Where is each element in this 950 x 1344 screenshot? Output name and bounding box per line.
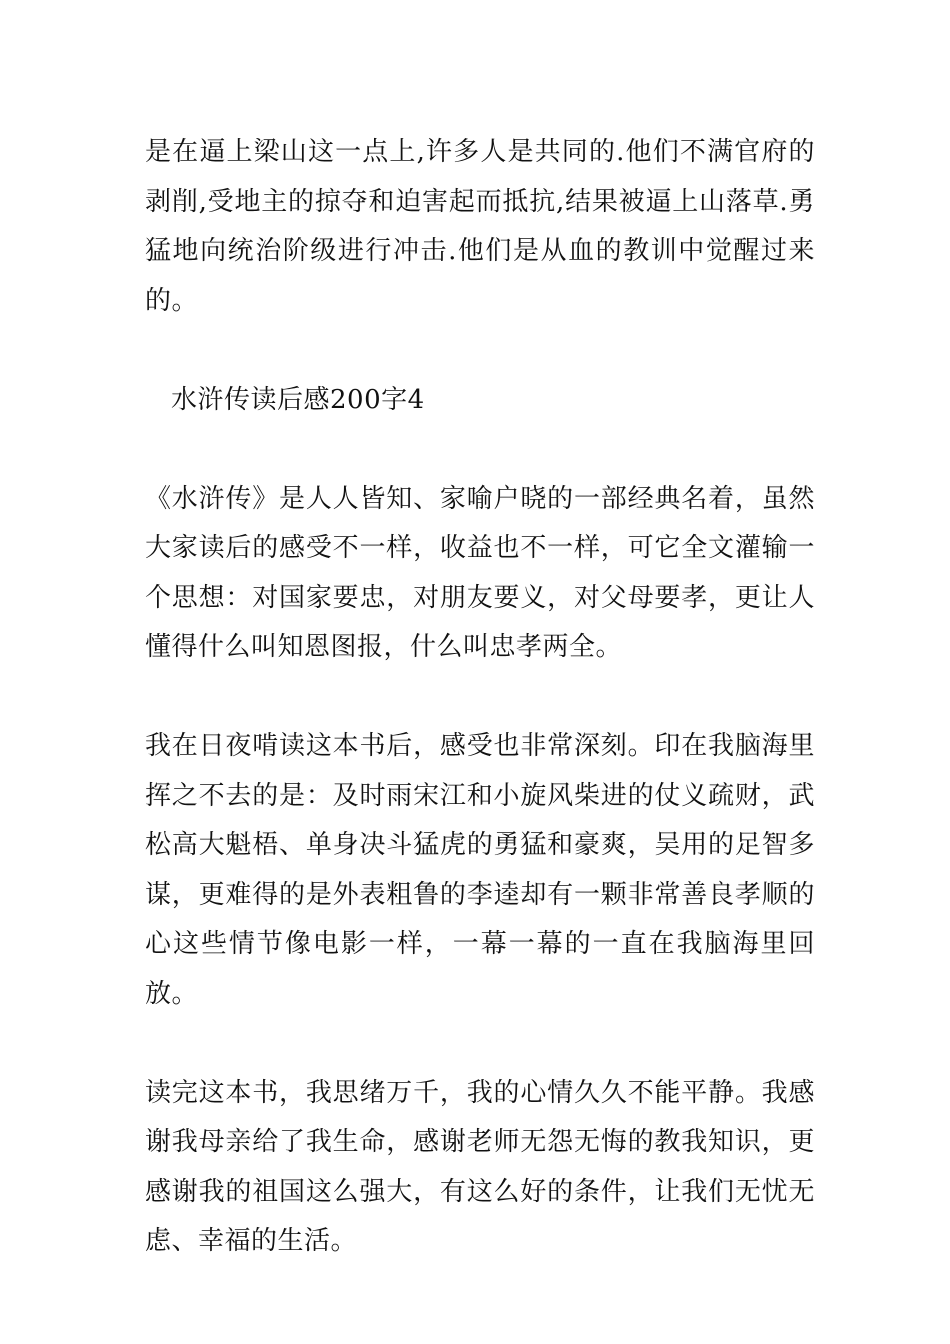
- paragraph-text: 是在逼上梁山这一点上,许多人是共同的.他们不满官府的剥削,受地主的掠夺和迫害起而抵抗,结果被逼上山落草.勇猛地向统治阶级进行冲击.他们是从血的教训中觉醒过来的。: [145, 137, 815, 316]
- paragraph-gap: [145, 1019, 815, 1069]
- paragraph-gap: [145, 326, 815, 376]
- paragraph-text: 我在日夜啃读这本书后，感受也非常深刻。印在我脑海里挥之不去的是：及时雨宋江和小旋风柴进的仗义疏财，武松高大魁梧、单身决斗猛虎的勇猛和豪爽，吴用的足智多谋，更难得的是外表粗鲁的李逵却有一颗非常善良孝顺的心这些情节像电影一样，一幕一幕的一直在我脑海里回放。: [145, 731, 815, 1009]
- paragraph-text: 读完这本书，我思绪万千，我的心情久久不能平静。我感谢我母亲给了我生命，感谢老师无怨无悔的教我知识，更感谢我的祖国这么强大，有这么好的条件，让我们无忧无虑、幸福的生活。: [145, 1077, 815, 1256]
- document-page: [145, 128, 815, 1267]
- paragraph-text: 《水浒传》是人人皆知、家喻户晓的一部经典名着，虽然大家读后的感受不一样，收益也不一样，可它全文灌输一个思想：对国家要忠，对朋友要义，对父母要孝，更让人懂得什么叫知恩图报，什么叫忠孝两全。: [145, 483, 815, 662]
- section-heading: 水浒传读后感200字4: [171, 384, 425, 415]
- paragraph-gap: [145, 673, 815, 723]
- paragraph-gap: [145, 425, 815, 475]
